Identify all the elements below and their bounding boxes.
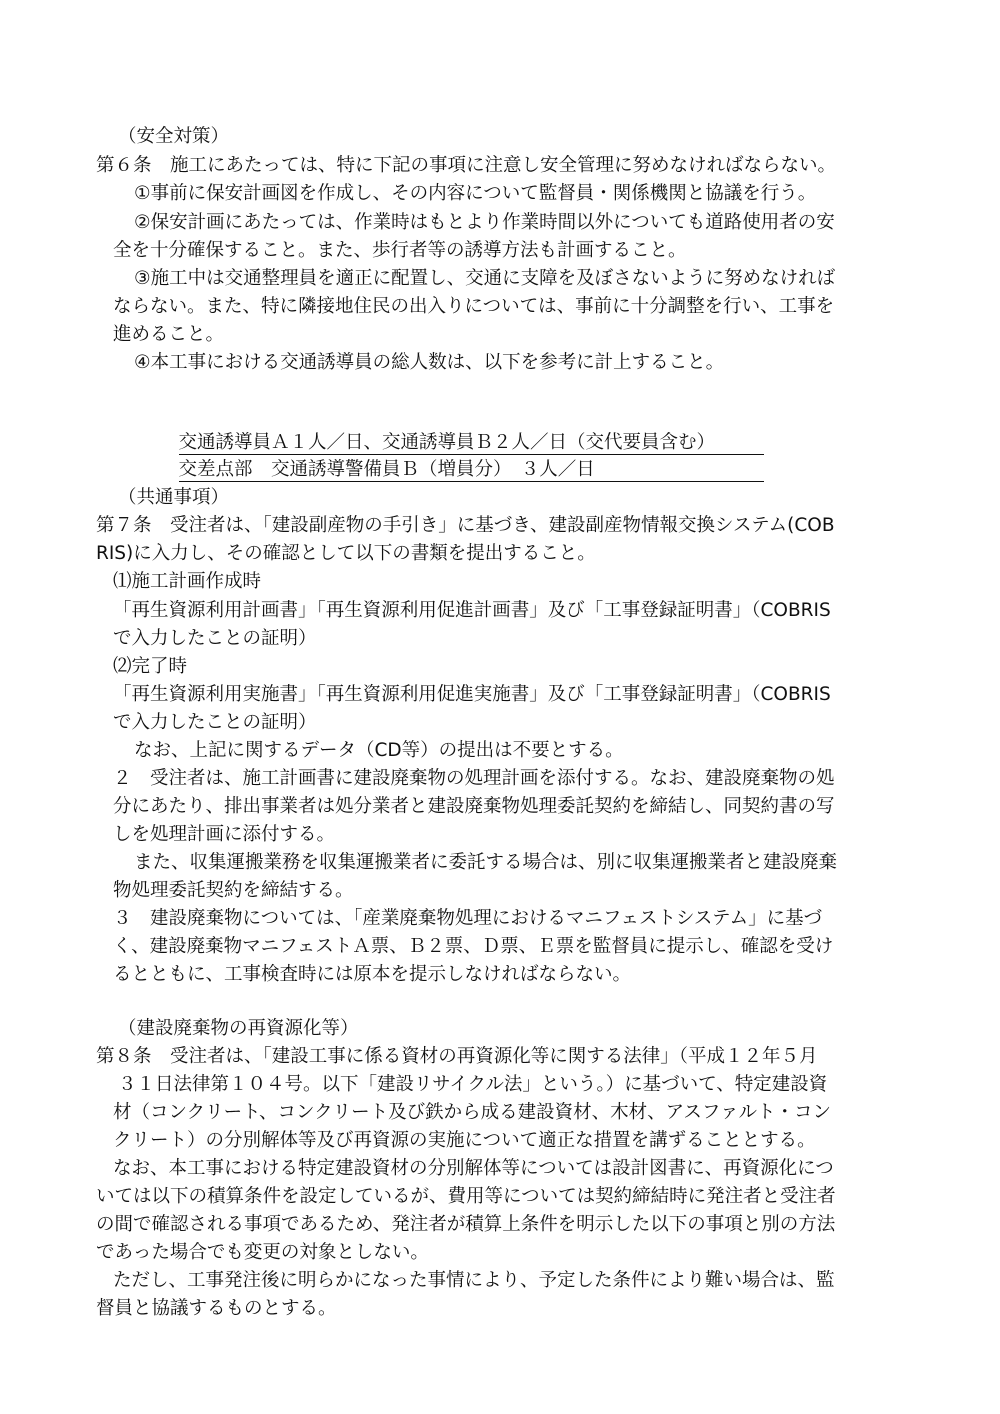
guard-line-text: 交差点部 交通誘導警備員Ｂ（増員分） ３人／日 xyxy=(179,459,764,482)
article-7-text: ２ 受注者は、施工計画書に建設廃棄物の処理計画を添付する。なお、建設廃棄物の処 xyxy=(113,768,835,789)
article-7-text: で入力したことの証明） xyxy=(113,712,317,733)
article-7-text: ⑵完了時 xyxy=(113,656,188,677)
article-6-text: 進めること。 xyxy=(113,324,225,345)
article-7-text: 物処理委託契約を締結する。 xyxy=(113,880,354,901)
article-6-text: ②保安計画にあたっては、作業時はもとより作業時間以外についても道路使用者の安 xyxy=(134,212,835,233)
article-7-text: RIS)に入力し、その確認として以下の書類を提出すること。 xyxy=(96,543,596,564)
article-8-text: なお、本工事における特定建設資材の分別解体等については設計図書に、再資源化につ xyxy=(113,1158,834,1179)
article-7-text: なお、上記に関するデータ（CD等）の提出は不要とする。 xyxy=(134,740,624,761)
article-8-text: 督員と協議するものとする。 xyxy=(96,1298,337,1319)
section-heading-safety: （安全対策） xyxy=(118,126,230,147)
article-8-text: クリート）の分別解体等及び再資源の実施について適正な措置を講ずることとする。 xyxy=(113,1130,816,1151)
article-7-text: 分にあたり、排出事業者は処分業者と建設廃棄物処理委託契約を締結し、同契約書の写 xyxy=(113,796,835,817)
article-7-text: 「再生資源利用計画書」「再生資源利用促進計画書」及び「工事登録証明書」（COBRIS xyxy=(113,600,831,621)
article-7-text: ３ 建設廃棄物については、「産業廃棄物処理におけるマニフェストシステム」に基づ xyxy=(113,908,823,929)
article-6-text: ①事前に保安計画図を作成し、その内容について監督員・関係機関と協議を行う。 xyxy=(134,183,817,204)
article-6-text: 全を十分確保すること。また、歩行者等の誘導方法も計画すること。 xyxy=(113,240,687,261)
article-8-text: の間で確認される事項であるため、発注者が積算上条件を明示した以下の事項と別の方法 xyxy=(96,1214,836,1235)
article-6-text: ならない。また、特に隣接地住民の出入りについては、事前に十分調整を行い、工事を xyxy=(113,296,835,317)
article-7-text: 「再生資源利用実施書」「再生資源利用促進実施書」及び「工事登録証明書」（COBRIS xyxy=(113,684,831,705)
guard-line xyxy=(155,431,764,509)
article-7-text: しを処理計画に添付する。 xyxy=(113,824,336,845)
section-heading-recycling: （建設廃棄物の再資源化等） xyxy=(118,1018,359,1039)
article-6-text: ③施工中は交通整理員を適正に配置し、交通に支障を及ぼさないように努めなければ xyxy=(134,268,836,289)
article-7-text: また、収集運搬業務を収集運搬業者に委託する場合は、別に収集運搬業者と建設廃棄 xyxy=(134,852,838,873)
article-8-text: ３１日法律第１０４号。以下「建設リサイクル法」という。）に基づいて、特定建設資 xyxy=(118,1074,828,1095)
guard-line-text: 交通誘導員Ａ１人／日、交通誘導員Ｂ２人／日（交代要員含む） xyxy=(179,432,764,455)
article-8-text: 材（コンクリート、コンクリート及び鉄から成る建設資材、木材、アスファルト・コン xyxy=(113,1102,831,1123)
article-8-text: 第８条 受注者は、「建設工事に係る資材の再資源化等に関する法律」（平成１２年５月 xyxy=(96,1046,818,1067)
article-8-text: であった場合でも変更の対象としない。 xyxy=(96,1242,429,1263)
article-8-text: ただし、工事発注後に明らかになった事情により、予定した条件により難い場合は、監 xyxy=(113,1270,835,1291)
article-7-text: るとともに、工事検査時には原本を提示しなければならない。 xyxy=(113,964,632,985)
article-8-text: いては以下の積算条件を設定しているが、費用等については契約締結時に発注者と受注者 xyxy=(96,1186,836,1207)
article-6-text: ④本工事における交通誘導員の総人数は、以下を参考に計上すること。 xyxy=(134,352,725,373)
section-heading-common: （共通事項） xyxy=(118,487,230,508)
article-7-text: く、建設廃棄物マニフェストＡ票、Ｂ２票、Ｄ票、Ｅ票を監督員に提示し、確認を受け xyxy=(113,936,834,957)
article-7-text: ⑴施工計画作成時 xyxy=(113,571,262,592)
article-6-text: 第６条 施工にあたっては、特に下記の事項に注意し安全管理に努めなければならない。 xyxy=(96,155,837,176)
article-7-text: で入力したことの証明） xyxy=(113,628,317,649)
article-7-text: 第７条 受注者は、「建設副産物の手引き」に基づき、建設副産物情報交換システム(COB xyxy=(96,515,835,536)
